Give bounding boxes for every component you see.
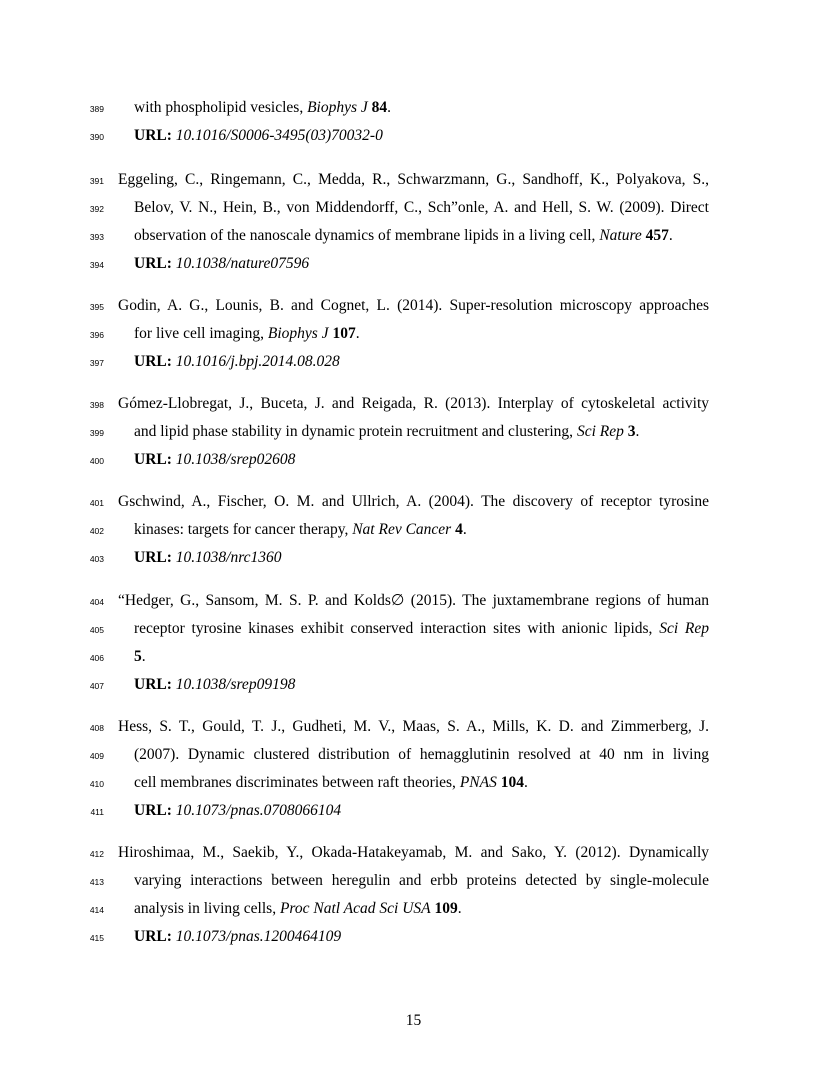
line-number: 408 xyxy=(89,723,104,733)
reference-line xyxy=(0,98,827,118)
reference-text: Belov, V. N., Hein, B., von Middendorff, C., Sch”onle, A. and Hell, S. W. (2009). Direct xyxy=(134,199,709,216)
reference-url-line xyxy=(0,126,827,146)
line-number: 409 xyxy=(89,751,104,761)
reference-text: observation of the nanoscale dynamics of membrane lipids in a living cell, Nature 457. xyxy=(134,227,673,244)
reference-url[interactable]: URL: 10.1016/S0006-3495(03)70032-0 xyxy=(134,127,383,144)
line-number: 413 xyxy=(89,877,104,887)
reference-text: and lipid phase stability in dynamic protein recruitment and clustering, Sci Rep 3. xyxy=(134,423,640,440)
volume: 109 xyxy=(434,900,458,917)
reference-line xyxy=(0,226,827,246)
line-number: 400 xyxy=(89,456,104,466)
reference-text: for live cell imaging, Biophys J 107. xyxy=(134,325,360,342)
line-number: 414 xyxy=(89,905,104,915)
reference-text: with phospholipid vesicles, Biophys J 84. xyxy=(134,99,392,116)
reference-url[interactable]: URL: 10.1038/srep02608 xyxy=(134,451,296,468)
reference-line xyxy=(0,745,827,765)
reference-line xyxy=(0,394,827,414)
line-number: 396 xyxy=(89,330,104,340)
reference-line xyxy=(0,843,827,863)
reference-line xyxy=(0,492,827,512)
volume: 4 xyxy=(455,521,463,538)
journal-name: Nature xyxy=(599,227,642,244)
reference-url-line xyxy=(0,254,827,274)
reference-text: Godin, A. G., Lounis, B. and Cognet, L. (2014). Super-resolution microscopy approaches xyxy=(118,297,709,314)
line-number: 393 xyxy=(89,232,104,242)
line-number: 403 xyxy=(89,554,104,564)
line-number: 390 xyxy=(89,132,104,142)
reference-url-line xyxy=(0,801,827,821)
line-number: 411 xyxy=(90,807,104,817)
reference-line xyxy=(0,170,827,190)
volume: 84 xyxy=(371,99,388,116)
reference-line xyxy=(0,520,827,540)
reference-text: kinases: targets for cancer therapy, Nat Rev Cancer 4. xyxy=(134,521,467,538)
reference-text: Hess, S. T., Gould, T. J., Gudheti, M. V., Maas, S. A., Mills, K. D. and Zimmerberg, J. xyxy=(118,718,709,735)
reference-line xyxy=(0,899,827,919)
reference-text: Eggeling, C., Ringemann, C., Medda, R., Schwarzmann, G., Sandhoff, K., Polyakova, S., xyxy=(118,171,709,188)
reference-line xyxy=(0,717,827,737)
reference-line xyxy=(0,324,827,344)
reference-url[interactable]: URL: 10.1038/nature07596 xyxy=(134,255,310,272)
reference-url-line xyxy=(0,352,827,372)
line-number: 415 xyxy=(89,933,104,943)
reference-line xyxy=(0,773,827,793)
line-number: 398 xyxy=(89,400,104,410)
line-number: 406 xyxy=(89,653,104,663)
reference-url[interactable]: URL: 10.1038/srep09198 xyxy=(134,676,296,693)
page-number: 15 xyxy=(405,1012,422,1029)
reference-text: Gómez-Llobregat, J., Buceta, J. and Reigada, R. (2013). Interplay of cytoskeletal activity xyxy=(118,395,709,412)
line-number: 395 xyxy=(89,302,104,312)
reference-url[interactable]: URL: 10.1038/nrc1360 xyxy=(134,549,282,566)
journal-name: Sci Rep xyxy=(659,620,709,637)
line-number: 402 xyxy=(89,526,104,536)
reference-line xyxy=(0,647,827,667)
line-number: 407 xyxy=(89,681,104,691)
reference-text: cell membranes discriminates between raft theories, PNAS 104. xyxy=(134,774,528,791)
line-number: 391 xyxy=(89,176,104,186)
reference-line xyxy=(0,591,827,611)
line-number: 405 xyxy=(89,625,104,635)
volume: 107 xyxy=(332,325,356,342)
journal-name: Biophys J xyxy=(307,99,368,116)
line-number: 399 xyxy=(89,428,104,438)
journal-name: Proc Natl Acad Sci USA xyxy=(279,900,431,917)
journal-name: Nat Rev Cancer xyxy=(352,521,452,538)
volume: 5 xyxy=(134,648,142,665)
reference-line xyxy=(0,619,827,639)
line-number: 410 xyxy=(89,779,104,789)
reference-text: 5. xyxy=(134,648,146,665)
line-number: 389 xyxy=(89,104,104,114)
reference-url-line xyxy=(0,548,827,568)
journal-name: Biophys J xyxy=(267,325,329,342)
reference-url-line xyxy=(0,927,827,947)
line-number: 412 xyxy=(89,849,104,859)
reference-text: Hiroshimaa, M., Saekib, Y., Okada-Hatakeyamab, M. and Sako, Y. (2012). Dynamically xyxy=(118,844,709,861)
line-number: 401 xyxy=(89,498,104,508)
reference-text: varying interactions between heregulin and erbb proteins detected by single-molecule xyxy=(134,872,709,889)
volume: 457 xyxy=(645,227,669,244)
line-number: 397 xyxy=(89,358,104,368)
reference-text: (2007). Dynamic clustered distribution of hemagglutinin resolved at 40 nm in living xyxy=(134,746,709,763)
reference-line xyxy=(0,296,827,316)
reference-text: “Hedger, G., Sansom, M. S. P. and Kolds∅ (2015). The juxtamembrane regions of human xyxy=(118,592,709,609)
journal-name: PNAS xyxy=(459,774,497,791)
reference-url[interactable]: URL: 10.1073/pnas.0708066104 xyxy=(134,802,342,819)
reference-url-line xyxy=(0,450,827,470)
volume: 104 xyxy=(500,774,524,791)
volume: 3 xyxy=(627,423,636,440)
line-number: 404 xyxy=(89,597,104,607)
line-number: 394 xyxy=(89,260,104,270)
reference-line xyxy=(0,422,827,442)
reference-url[interactable]: URL: 10.1073/pnas.1200464109 xyxy=(134,928,342,945)
journal-name: Sci Rep xyxy=(576,423,624,440)
reference-line xyxy=(0,198,827,218)
reference-text: Gschwind, A., Fischer, O. M. and Ullrich, A. (2004). The discovery of receptor tyrosine xyxy=(118,493,709,510)
reference-text: receptor tyrosine kinases exhibit conserved interaction sites with anionic lipids, Sci Rep xyxy=(134,620,709,637)
reference-url-line xyxy=(0,675,827,695)
reference-url[interactable]: URL: 10.1016/j.bpj.2014.08.028 xyxy=(134,353,340,370)
reference-line xyxy=(0,871,827,891)
line-number: 392 xyxy=(89,204,104,214)
reference-text: analysis in living cells, Proc Natl Acad Sci USA 109. xyxy=(134,900,462,917)
